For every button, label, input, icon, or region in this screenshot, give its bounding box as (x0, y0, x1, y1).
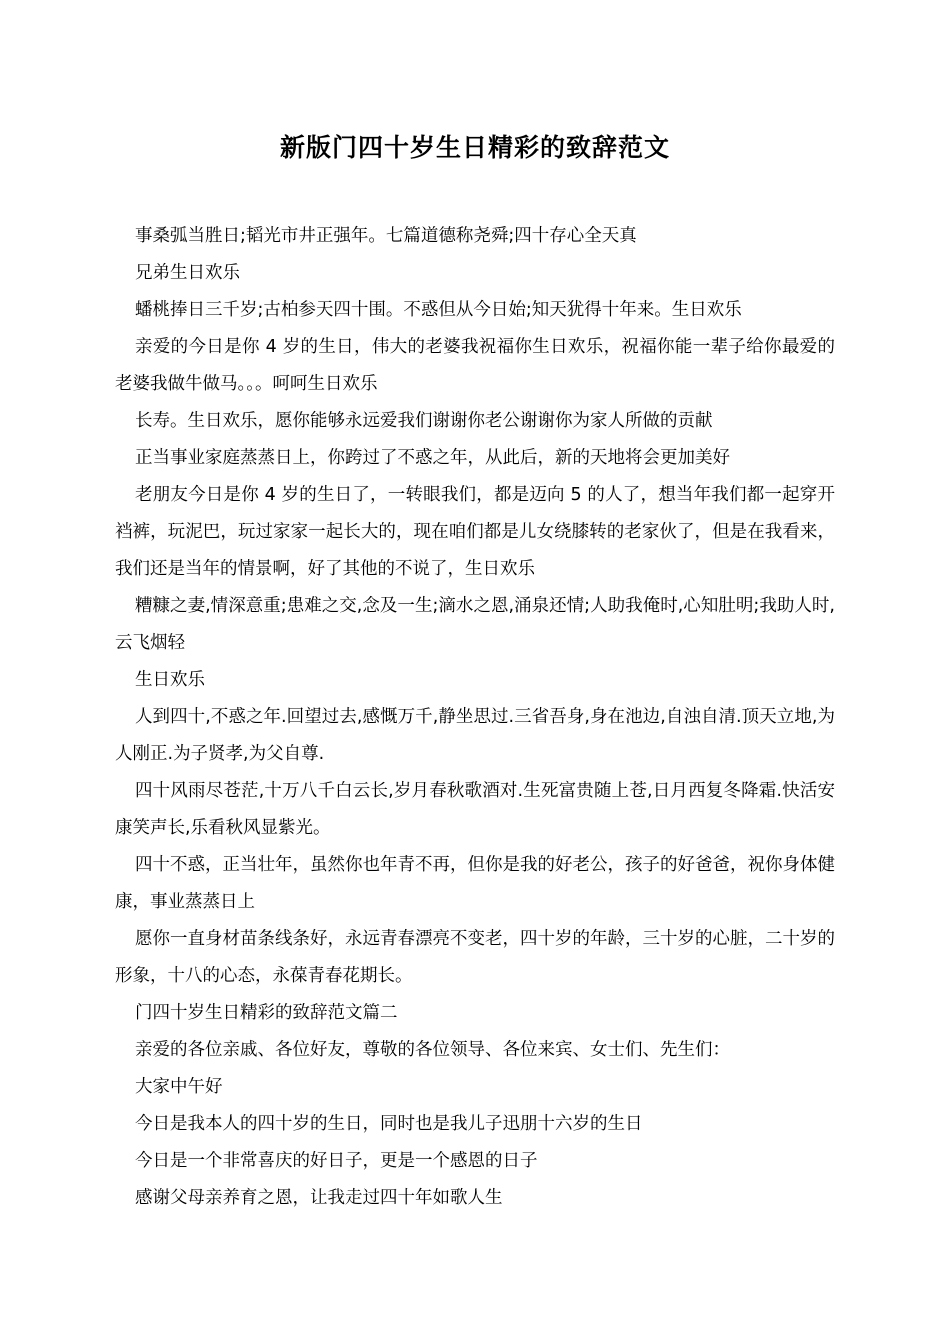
document-body (115, 218, 835, 1217)
document-title: 新版门四十岁生日精彩的致辞范文 (279, 133, 670, 162)
paragraph: 大家中午好 (135, 1077, 223, 1097)
paragraph: 四十不惑，正当壮年，虽然你也年青不再，但你是我的好老公，孩子的好爸爸，祝你身体健康，事业蒸蒸日上 (115, 855, 835, 912)
paragraph: 今日是我本人的四十岁的生日，同时也是我儿子迅朋十六岁的生日 (135, 1114, 643, 1134)
paragraph: 老朋友今日是你 4 岁的生日了，一转眼我们，都是迈向 5 的人了，想当年我们都一起穿开裆裤，玩泥巴，玩过家家一起长大的，现在咱们都是儿女绕膝转的老家伙了，但是在我看来，我们还是当年的情景啊，好了其他的不说了，生日欢乐 (115, 485, 835, 579)
paragraph: 亲爱的今日是你 4 岁的生日，伟大的老婆我祝福你生日欢乐，祝福你能一辈子给你最爱的老婆我做牛做马。。。呵呵生日欢乐 (115, 337, 835, 394)
paragraph: 兄弟生日欢乐 (135, 263, 240, 283)
paragraph: 正当事业家庭蒸蒸日上，你跨过了不惑之年，从此后，新的天地将会更加美好 (135, 448, 730, 468)
paragraph: 糟糠之妻,情深意重;患难之交,念及一生;滴水之恩,涌泉还情;人助我俺时,心知肚明;我助人时,云飞烟轻 (115, 596, 835, 653)
paragraph: 感谢父母亲养育之恩，让我走过四十年如歌人生 (135, 1188, 503, 1208)
paragraph: 蟠桃捧日三千岁;古柏参天四十围。不惑但从今日始;知天犹得十年来。生日欢乐 (135, 300, 742, 320)
paragraph: 人到四十,不惑之年.回望过去,感慨万千,静坐思过.三省吾身,身在池边,自浊自清.顶天立地,为人刚正.为子贤孝,为父自尊. (115, 707, 835, 764)
paragraph: 事桑弧当胜日;韬光市井正强年。七篇道德称尧舜;四十存心全天真 (135, 226, 637, 246)
paragraph: 长寿。生日欢乐，愿你能够永远爱我们谢谢你老公谢谢你为家人所做的贡献 (135, 411, 713, 431)
paragraph: 生日欢乐 (135, 670, 205, 690)
paragraph: 今日是一个非常喜庆的好日子，更是一个感恩的日子 (135, 1151, 538, 1171)
paragraph: 愿你一直身材苗条线条好，永远青春漂亮不变老，四十岁的年龄，三十岁的心脏，二十岁的形象，十八的心态，永葆青春花期长。 (115, 929, 835, 986)
section-heading: 门四十岁生日精彩的致辞范文篇二 (135, 1003, 398, 1023)
paragraph: 亲爱的各位亲戚、各位好友，尊敬的各位领导、各位来宾、女士们、先生们： (135, 1040, 730, 1060)
paragraph: 四十风雨尽苍茫,十万八千白云长,岁月春秋歌酒对.生死富贵随上苍,日月西复冬降霜.快活安康笑声长,乐看秋风显紫光。 (115, 781, 835, 838)
